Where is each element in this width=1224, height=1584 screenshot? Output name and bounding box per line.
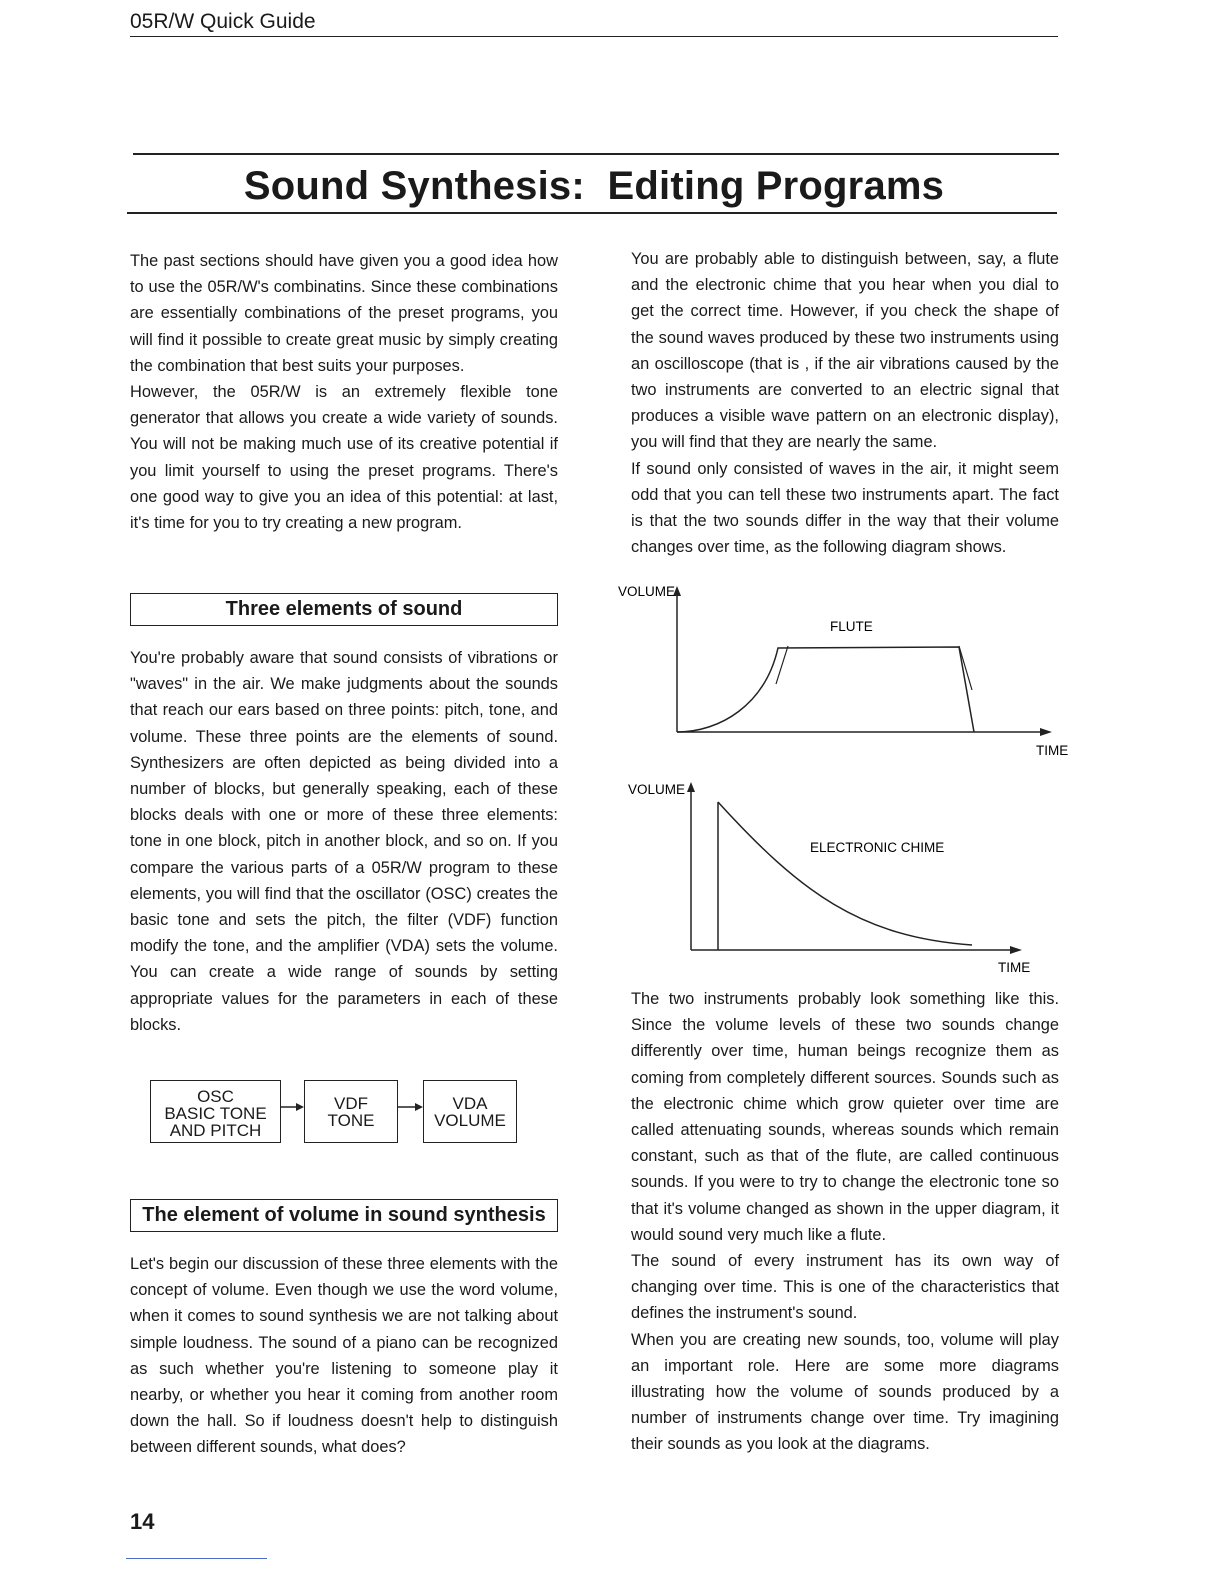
page-title: Sound Synthesis: Editing Programs	[243, 164, 945, 208]
chime-envelope-diagram	[610, 772, 1080, 982]
flute-envelope-diagram	[610, 580, 1080, 765]
vda-block-line-2: VOLUME	[434, 1111, 506, 1130]
chime-x-arrow-icon	[1010, 946, 1022, 954]
chime-y-label: VOLUME	[628, 782, 686, 797]
osc-block	[150, 1080, 281, 1143]
title-rule-top	[133, 153, 1059, 155]
chime-y-arrow-icon	[687, 782, 695, 792]
right-intro-paragraph-2: If sound only consisted of waves in the air, it might seem odd that you can tell these two instruments apart. The fact is that the two sounds differ in the way that their volume changes over time, as the following diagram shows.	[631, 459, 1059, 557]
vda-block	[423, 1080, 517, 1143]
section2-paragraph: Let's begin our discussion of these three elements with the concept of volume. Even though we use the word volume, when it comes to sound synthesis we are not talking about simple loudness. The sound of a piano can be recognized as such whether you're listening to someone play it nearby, or whether you hear it coming from another room down the hall. So if loudness doesn't help to distinguish between different sounds, what does?	[130, 1255, 558, 1457]
osc-block-line-1: OSC	[197, 1087, 234, 1106]
left-intro-paragraph-1: The past sections should have given you a good idea how to use the 05R/W's combinatins. Since these combinations are essentially combinations of the preset programs, you will find it possible to create great music by simply creating the combination that best suits your purposes.	[130, 252, 558, 375]
right-intro	[631, 246, 1059, 560]
osc-block-line-3: AND PITCH	[169, 1121, 262, 1140]
section-heading-three-elements: Three elements of sound	[130, 593, 558, 626]
right-after-paragraph-3: When you are creating new sounds, too, volume will play an important role. Here are some more diagrams illustrating how the volume of sounds produced by a number of instruments change over time. Try imagining their sounds as you look at the diagrams.	[631, 1330, 1059, 1454]
right-after-paragraph-1: The two instruments probably look something like this. Since the volume levels of these two sounds change differently over time, human beings recognize them as coming from completely different sources. Sounds such as the electronic chime which grow quieter over time are called attenuating sounds, whereas sounds which remain constant, such as that of the flute, are called continuous sounds. If you were to try to change the electronic tone so that it's volume changed as shown in the upper diagram, it would sound very much like a flute.	[631, 990, 1059, 1244]
running-header: 05R/W Quick Guide	[130, 10, 316, 33]
vda-block-line-1: VDA	[452, 1094, 488, 1113]
left-intro-paragraph-2: However, the 05R/W is an extremely flexible tone generator that allows you create a wide variety of sounds. You will not be making much use of its creative potential if you limit yourself to using the preset programs. There's one good way to give you an idea of this potential: at last, it's time for you to try creating a new program.	[130, 383, 558, 533]
arrow-vdf-to-vda-icon	[398, 1100, 424, 1114]
flute-y-label: VOLUME	[618, 584, 676, 599]
flute-x-arrow-icon	[1040, 728, 1052, 736]
header-rule	[130, 36, 1058, 37]
vdf-block-line-2: TONE	[327, 1111, 375, 1130]
flute-envelope-curve	[677, 647, 974, 732]
flute-x-label: TIME	[1036, 743, 1069, 758]
flute-curve-label: FLUTE	[830, 619, 873, 634]
arrow-osc-to-vdf-icon	[281, 1100, 305, 1114]
osc-block-line-2: BASIC TONE	[164, 1104, 267, 1123]
chime-x-label: TIME	[998, 960, 1031, 975]
right-after	[631, 986, 1059, 1458]
section2-body	[130, 1251, 558, 1461]
title-rule-bottom	[127, 212, 1057, 214]
vdf-block	[304, 1080, 398, 1143]
right-intro-paragraph-1: You are probably able to distinguish between, say, a flute and the electronic chime that you hear when you dial to get the correct time. However, if you check the shape of the sound waves produced by these two instruments using an oscilloscope (that is , if the air vibrations caused by the two instruments are converted to an electric signal that produces a visible wave pattern on an electronic display), you will find that they are nearly the same.	[631, 250, 1059, 452]
page-number: 14	[130, 1509, 155, 1534]
chime-curve-label: ELECTRONIC CHIME	[810, 840, 945, 855]
chime-decay-curve	[718, 802, 972, 945]
section1-body	[130, 645, 558, 1038]
section1-paragraph: You're probably aware that sound consists of vibrations or "waves" in the air. We make judgments about the sounds that reach our ears based on three points: pitch, tone, and volume. These three points are the elements of sound. Synthesizers are often depicted as being divided into a number of blocks, but generally speaking, each of these blocks deals with one or more of these three elements: tone in one block, pitch in another block, and so on. If you compare the various parts of a 05R/W program to these elements, you will find that the oscillator (OSC) creates the basic tone and sets the pitch, the filter (VDF) function modify the tone, and the amplifier (VDA) sets the volume. You can create a wide range of sounds by setting appropriate values for the parameters in each of these blocks.	[130, 649, 558, 1034]
right-after-paragraph-2: The sound of every instrument has its own way of changing over time. This is one of the characteristics that defines the instrument's sound.	[631, 1252, 1059, 1323]
signal-block-diagram	[148, 1078, 520, 1144]
left-intro	[130, 248, 558, 536]
section-heading-volume: The element of volume in sound synthesis	[130, 1199, 558, 1232]
vdf-block-line-1: VDF	[334, 1094, 368, 1113]
footer-rule	[126, 1558, 267, 1559]
